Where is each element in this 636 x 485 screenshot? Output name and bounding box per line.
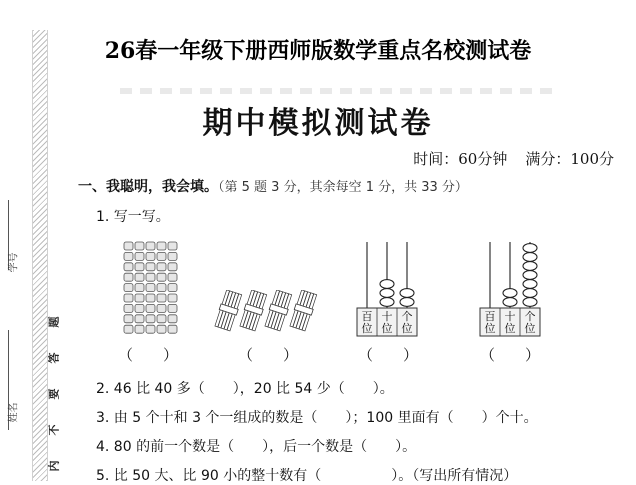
xuehao-label: 学号 — [8, 252, 20, 273]
answer-blank: （ ） — [358, 346, 419, 364]
abacus-bead — [523, 271, 537, 280]
counter-block — [124, 263, 133, 271]
counter-block — [157, 294, 166, 302]
counter-block — [124, 252, 133, 260]
stick-bundles-figure — [214, 290, 324, 334]
counter-block — [157, 284, 166, 292]
section-note: （第 5 题 3 分，其余每空 1 分，共 33 分） — [218, 180, 468, 195]
stick-bundle — [239, 290, 268, 331]
counter-block — [168, 315, 177, 323]
counter-block — [135, 315, 144, 323]
seal-char: 题 — [47, 316, 61, 328]
counter-block — [157, 325, 166, 333]
counter-block — [157, 304, 166, 312]
counter-block — [146, 242, 155, 250]
exam-meta — [413, 148, 614, 169]
promo-banner — [0, 0, 636, 78]
counter-block — [168, 263, 177, 271]
question-1: 1. 写一写。 — [96, 209, 170, 225]
abacus-bead — [503, 298, 517, 307]
abacus-bead — [380, 298, 394, 307]
counter-block — [168, 284, 177, 292]
counter-block — [146, 325, 155, 333]
counter-block — [124, 325, 133, 333]
seal-char: 内 — [47, 460, 61, 472]
place-label: 十 — [381, 310, 393, 323]
place-label: 位 — [361, 322, 373, 335]
answer-blank: （ ） — [480, 346, 541, 364]
counter-block — [135, 325, 144, 333]
place-label: 个 — [524, 310, 536, 323]
abacus-figure-2 — [478, 240, 544, 340]
seal-char: 答 — [47, 352, 61, 364]
abacus-bead — [523, 262, 537, 271]
counter-block — [146, 315, 155, 323]
binding-margin — [0, 0, 64, 481]
stick-bundle — [289, 290, 318, 331]
abacus-bead — [380, 289, 394, 298]
counter-block — [124, 273, 133, 281]
counter-block — [124, 242, 133, 250]
question-3: 3. 由 5 个十和 3 个一组成的数是（ ）；100 里面有（ ）个十。 — [96, 410, 538, 426]
place-label: 位 — [524, 322, 536, 335]
counter-grid-figure — [120, 238, 180, 334]
seal-char: 要 — [47, 388, 61, 400]
stick-bundle — [264, 290, 293, 331]
faded-header-text — [120, 88, 560, 94]
abacus-figure-1 — [355, 240, 421, 340]
counter-block — [157, 315, 166, 323]
counter-block — [146, 304, 155, 312]
place-label: 位 — [381, 322, 393, 335]
counter-block — [146, 263, 155, 271]
counter-block — [168, 304, 177, 312]
banner-title: 26春一年级下册西师版数学重点名校测试卷 — [104, 38, 532, 64]
abacus-bead — [523, 280, 537, 289]
xingming-label: 姓名 — [8, 402, 20, 423]
counter-block — [124, 294, 133, 302]
counter-block — [168, 242, 177, 250]
question-4: 4. 80 的前一个数是（ ），后一个数是（ ）。 — [96, 439, 417, 455]
section-heading — [78, 176, 468, 196]
counter-block — [168, 273, 177, 281]
abacus-bead — [400, 298, 414, 307]
counter-block — [157, 263, 166, 271]
abacus-bead — [523, 253, 537, 262]
exam-time: 时间：60分钟 — [413, 150, 508, 168]
exam-title: 期中模拟测试卷 — [202, 106, 434, 141]
place-label: 个 — [401, 310, 413, 323]
counter-block — [168, 294, 177, 302]
question-2: 2. 46 比 40 多（ ），20 比 54 少（ ）。 — [96, 381, 394, 397]
place-label: 十 — [504, 310, 516, 323]
place-label: 位 — [504, 322, 516, 335]
abacus-bead — [503, 289, 517, 298]
counter-block — [124, 304, 133, 312]
place-label: 百 — [484, 310, 496, 323]
counter-block — [157, 242, 166, 250]
abacus-bead — [400, 289, 414, 298]
exam-score: 满分：100分 — [525, 150, 614, 168]
seal-char: 不 — [47, 424, 61, 436]
place-label: 位 — [484, 322, 496, 335]
question-5: 5. 比 50 大、比 90 小的整十数有（ ）。（写出所有情况） — [96, 468, 518, 484]
counter-block — [135, 294, 144, 302]
counter-block — [124, 284, 133, 292]
abacus-bead — [523, 289, 537, 298]
counter-block — [135, 263, 144, 271]
counter-block — [146, 284, 155, 292]
section-title: 一、我聪明，我会填。 — [78, 179, 218, 195]
counter-block — [146, 294, 155, 302]
counter-block — [168, 252, 177, 260]
place-label: 位 — [401, 322, 413, 335]
counter-block — [124, 315, 133, 323]
counter-block — [157, 273, 166, 281]
answer-blank: （ ） — [238, 346, 299, 364]
counter-block — [135, 252, 144, 260]
counter-block — [135, 242, 144, 250]
place-label: 百 — [361, 310, 373, 323]
counter-block — [146, 252, 155, 260]
abacus-bead — [523, 244, 537, 253]
abacus-bead — [523, 298, 537, 307]
counter-block — [135, 304, 144, 312]
counter-block — [135, 284, 144, 292]
answer-blank: （ ） — [118, 346, 179, 364]
counter-block — [135, 273, 144, 281]
counter-block — [146, 273, 155, 281]
counter-block — [157, 252, 166, 260]
stick-bundle — [214, 290, 243, 331]
counter-block — [168, 325, 177, 333]
abacus-bead — [380, 280, 394, 289]
